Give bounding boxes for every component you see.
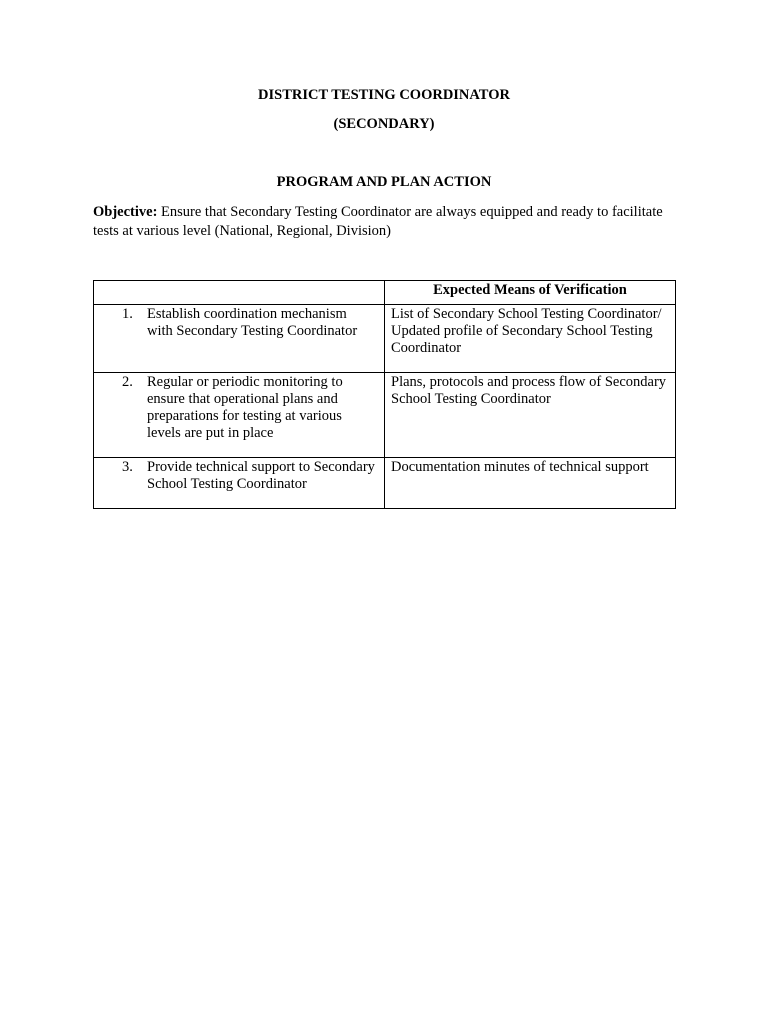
- verification-cell: [385, 373, 676, 458]
- document-title: DISTRICT TESTING COORDINATOR: [258, 87, 510, 103]
- verification-text: Plans, protocols and process flow of Secondary School Testing Coordinator: [391, 374, 667, 407]
- verification-cell: [385, 305, 676, 373]
- activity-text: Regular or periodic monitoring to ensure that operational plans and preparations for testing at various levels are put in place: [147, 374, 343, 441]
- document-subtitle: (SECONDARY): [333, 116, 435, 132]
- table-header-row: [94, 281, 676, 305]
- item-number: 2.: [122, 374, 133, 390]
- verification-text: List of Secondary School Testing Coordinator/ Updated profile of Secondary School Testing Coordinator: [391, 306, 662, 356]
- column-header-activity: [94, 281, 385, 305]
- table-row: [94, 373, 676, 458]
- column-header-verification: Expected Means of Verification: [385, 281, 676, 305]
- verification-cell: [385, 458, 676, 509]
- activity-cell: [94, 373, 385, 458]
- objective-label: Objective:: [93, 204, 158, 220]
- item-number: 3.: [122, 459, 133, 475]
- activity-text: Provide technical support to Secondary School Testing Coordinator: [147, 459, 375, 492]
- verification-text: Documentation minutes of technical support: [391, 459, 649, 475]
- item-number: 1.: [122, 306, 133, 322]
- objective-paragraph: [93, 203, 673, 241]
- table-row: [94, 305, 676, 373]
- table-row: [94, 458, 676, 509]
- plan-table: [93, 280, 676, 509]
- activity-cell: [94, 305, 385, 373]
- objective-text: Ensure that Secondary Testing Coordinator are always equipped and ready to facilitate tests at various level (National, Regional, Division): [93, 204, 663, 239]
- activity-text: Establish coordination mechanism with Secondary Testing Coordinator: [147, 306, 358, 339]
- section-title: PROGRAM AND PLAN ACTION: [276, 174, 492, 190]
- activity-cell: [94, 458, 385, 509]
